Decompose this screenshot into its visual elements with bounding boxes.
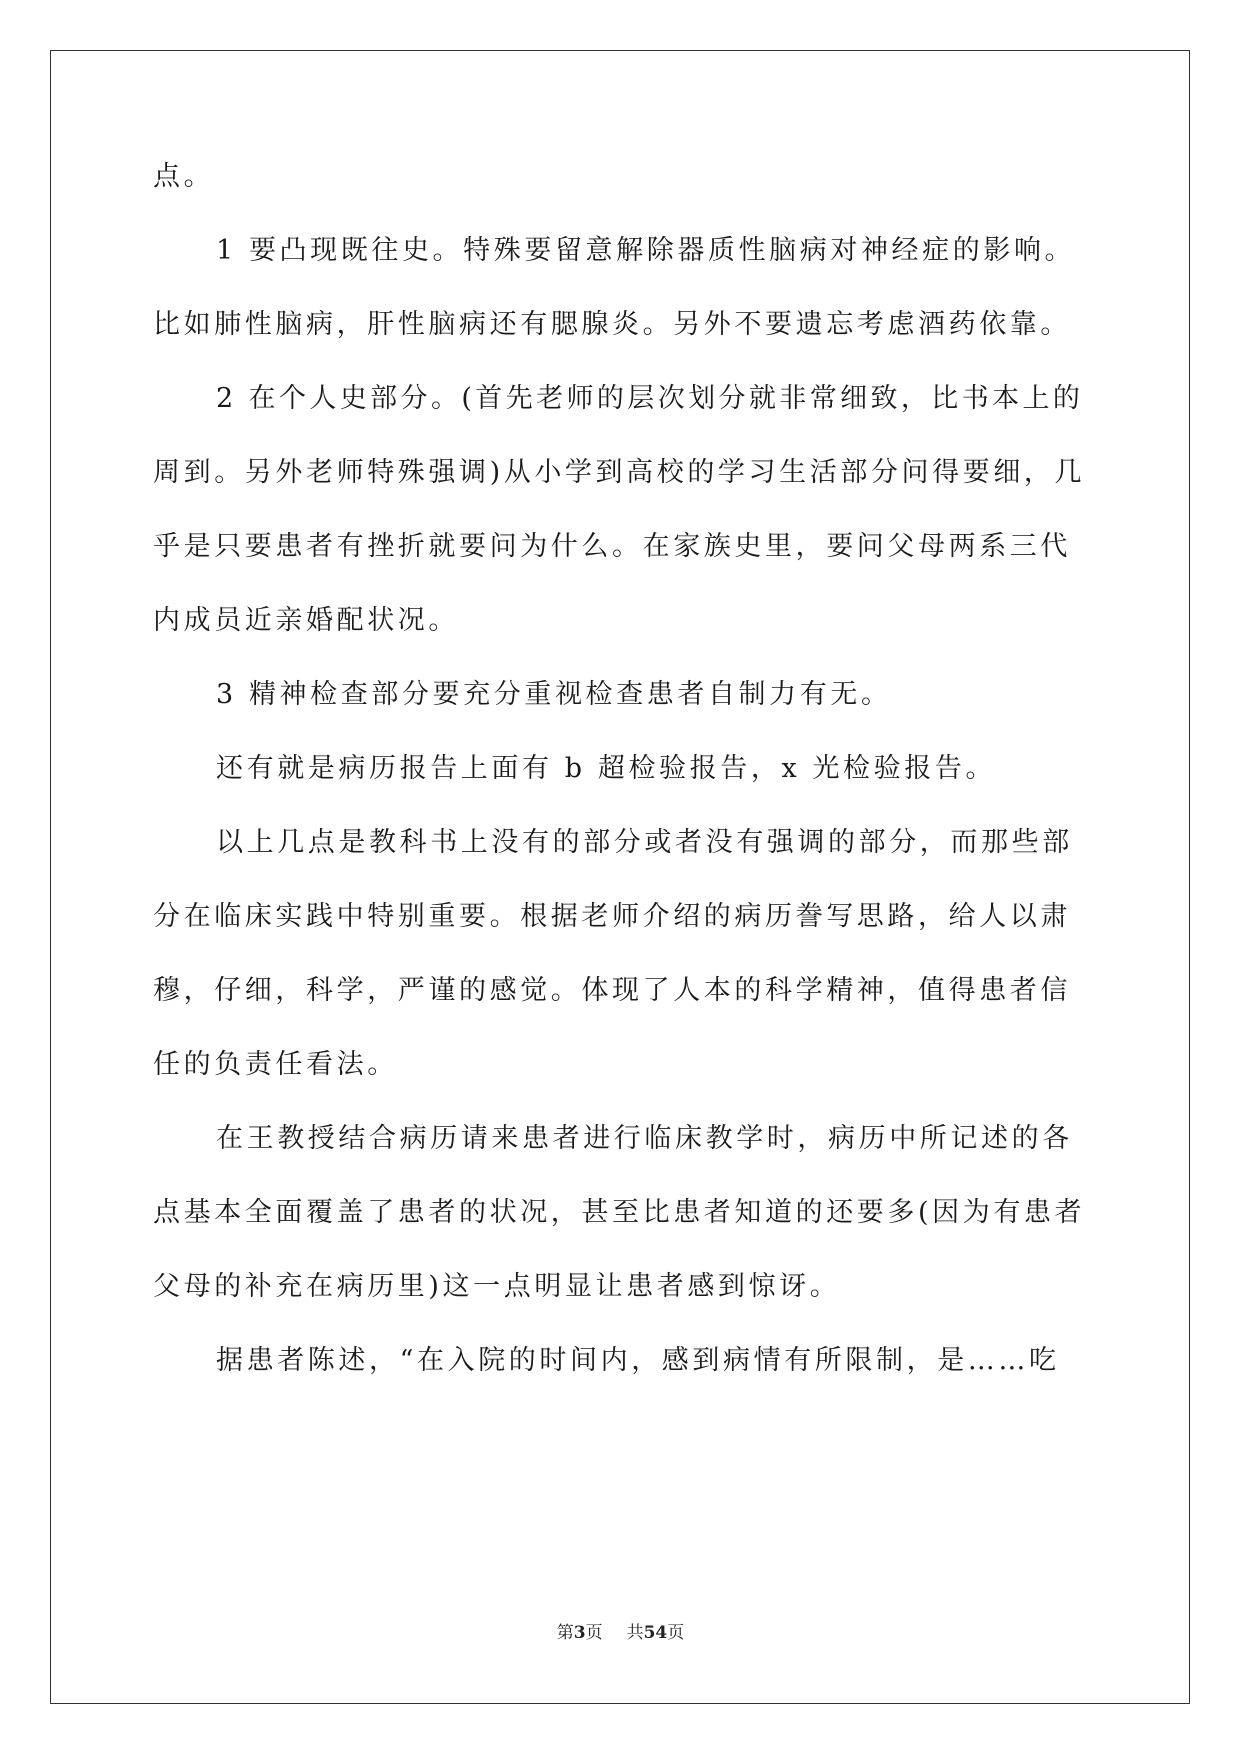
text-line: 父母的补充在病历里)这一点明显让患者感到惊讶。	[153, 1271, 841, 1302]
text-line: 任的负责任看法。	[153, 1049, 398, 1080]
text-line: 乎是只要患者有挫折就要问为什么。在家族史里，要问父母两系三代	[153, 531, 1071, 562]
paragraph-line: 2 在个人史部分。(首先老师的层次划分就非常细致，比书本上的	[216, 383, 1084, 414]
paragraph-line: 在王教授结合病历请来患者进行临床教学时，病历中所记述的各	[216, 1123, 1073, 1154]
text-line: 比如肺性脑病，肝性脑病还有腮腺炎。另外不要遗忘考虑酒药依靠。	[153, 309, 1071, 340]
page-number: 3	[573, 1623, 586, 1643]
text-line: 穆，仔细，科学，严谨的感觉。体现了人本的科学精神，值得患者信	[153, 975, 1071, 1006]
total-prefix: 共	[626, 1623, 644, 1643]
text-line: 分在临床实践中特别重要。根据老师介绍的病历誊写思路，给人以肃	[153, 901, 1071, 932]
page-unit: 页	[585, 1623, 603, 1643]
paragraph-line: 3 精神检查部分要充分重视检查患者自制力有无。	[216, 679, 892, 710]
page-total: 54	[643, 1623, 668, 1643]
text-line: 内成员近亲婚配状况。	[153, 605, 459, 636]
text-line: 点。	[153, 161, 215, 192]
total-unit: 页	[667, 1623, 685, 1643]
page-border	[50, 50, 1190, 1704]
page-prefix: 第	[556, 1623, 574, 1643]
page-footer	[0, 1622, 1241, 1644]
paragraph-line: 1 要凸现既往史。特殊要留意解除器质性脑病对神经症的影响。	[216, 235, 1076, 266]
paragraph-line: 以上几点是教科书上没有的部分或者没有强调的部分，而那些部	[216, 827, 1073, 858]
paragraph-line: 据患者陈述，“在入院的时间内，感到病情有所限制，是……吃	[216, 1345, 1060, 1376]
text-line: 点基本全面覆盖了患者的状况，甚至比患者知道的还要多(因为有患者	[153, 1197, 1086, 1228]
text-line: 周到。另外老师特殊强调)从小学到高校的学习生活部分问得要细，几	[153, 457, 1086, 488]
paragraph-line: 还有就是病历报告上面有 b 超检验报告，x 光检验报告。	[216, 753, 997, 784]
